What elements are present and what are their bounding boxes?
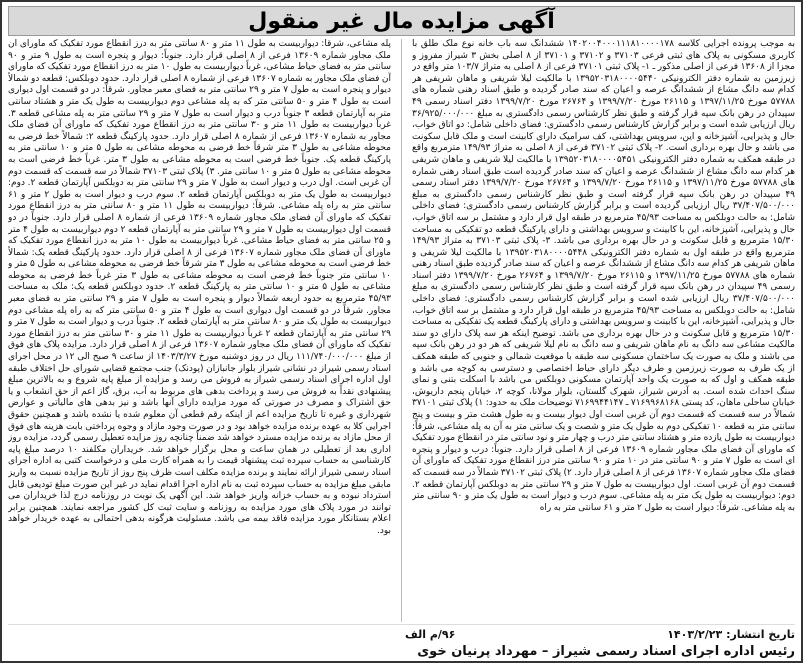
publish-date: تاریخ انتشار: ۱۴۰۳/۲/۲۳ xyxy=(667,628,795,641)
signature-line: رئیس اداره اجرای اسناد رسمی شیراز – مهرداد پرنیان خوی xyxy=(417,644,795,659)
text-columns xyxy=(8,39,795,622)
column-left xyxy=(8,39,391,622)
notice-title: آگهی مزایده مال غیر منقول xyxy=(248,8,555,34)
title-bar xyxy=(8,6,795,36)
column-right-text: به موجب پرونده اجرایی کلاسه ۱۴۰۲۰۰۴۰۰۰۱۱۱۸۱۰۰۰۰۱۷۸ ششدانگ سه باب خانه نوع ملک طلق با کاربری مسکونی به پلاک های ثبتی فرعی ۳۷۱۰۳ و ۳۷۱۰۲ و ۳۷۱۰۱ از ۸ اصلی بخش ۳ شیراز مفروز و مجزا از ۱۳۶۰۸ فرعی از اصلی مذکور ـ ۱- پلاک ثبتی ۳۷۱۰۱ فرعی از ۸ اصلی به متراژ ۱۰۳/۷ متر واقع در زیرزمین به شماره دفتر الکترونیکی ۱۳۹۵۲۰۳۱۸۰۰۰۰۵۴۴۰ با مالکیت لیلا شریفی و ماهان شریفی هر کدام سه دانگ مشاع از ششدانگ عرصه و اعیان که سند صادر گردیده و طبق اسناد رهنی شماره های ۵۷۷۸۸ مورخ ۱۳۹۷/۱۱/۲۵ و ۲۶۱۱۵ مورخ ۱۳۹۹/۷/۲۰ و ۲۶۷۶۴ مورخ ۱۳۹۹/۷/۲۰ دفتر اسناد رسمی ۴۹ سپیدان در رهن بانک سپه قرار گرفته و طبق نظر کارشناس رسمی دادگستری به مبلغ ۳۶/۹۲۵/۰۰۰/۰۰۰ ریال ارزیابی شده است و برابر گزارش کارشناس رسمی دادگستری: فضای داخلی شامل: دو اتاق خواب، حال و پذیرایی، آشپزخانه و این، سرویس بهداشتی، کف سرامیک دارای کابینت است و ملک قابل سکونت می باشد و حال بهره برداری است. ۲- پلاک ثبتی ۳۷۱۰۲ فرعی از ۸ اصلی به متراژ ۱۴۹/۹۳ مترمربع واقع در طبقه همکف به شماره دفتر الکترونیکی ۱۳۹۵۲۰۳۱۸۰۰۰۰۵۴۵۱ با مالکیت لیلا شریفی و ماهان شریفی هر کدام سه دانگ مشاع از ششدانگ عرصه و اعیان که سند صادر گردیده است طبق اسناد رهنی شماره های ۵۷۷۸۸ مورخ ۱۳۹۷/۱۱/۲۵ و ۲۶۱۱۵ مورخ ۱۳۹۹/۷/۲۰ و ۲۶۷۶۴ مورخ ۱۳۹۹/۷/۲۰ دفتر اسناد رسمی ۴۹ سپیدان در رهن بانک سپه قرار گرفته است و طبق نظر کارشناس رسمی دادگستری به مبلغ ۳۷/۴۰۷/۵۰۰/۰۰۰ ریال ارزیابی گردیده است و برابر گزارش کارشناس رسمی دادگستری: فضای داخلی شامل: به حالت دوبلکس به مساحت ۴۵/۹۳ مترمربع در طبقه اول قرار دارد و مشتمل بر سه اتاق خواب، حال و پذیرایی، آشپزخانه، این با کابینت و سرویس بهداشتی و دارای پارکینگ قطعه دو تفکیکی به مساحت ۱۵/۳۰ مترمربع و قابل سکونت و در حال بهره برداری می باشد. ۳- پلاک ثبتی ۳۷۱۰۳ به متراژ ۱۴۹/۹۳ مترمربع واقع در طبقه اول به شماره دفتر الکترونیکی ۱۳۹۵۲۰۳۱۸۰۰۰۰۵۴۴۸ با مالکیت لیلا شریفی و ماهان شریفی هر کدام سه دانگ مشاع از ششدانگ عرصه و اعیان که سند صادر گردیده طبق اسناد رهنی شماره های ۵۷۷۸۸ مورخ ۱۳۹۷/۱۱/۲۵ و ۲۶۱۱۵ مورخ ۱۳۹۹/۷/۲۰ و ۲۶۷۶۴ مورخ ۱۳۹۹/۷/۲۰ دفتر اسناد رسمی ۴۹ سپیدان در رهن بانک سپه قرار گرفته است و طبق نظر کارشناس رسمی دادگستری به مبلغ ۳۷/۴۰۷/۵۰۰/۰۰۰ ریال ارزیابی شده است و برابر گزارش کارشناس رسمی دادگستری: فضای داخلی شامل: به حالت دوبلکس به مساحت ۴۵/۹۳ مترمربع در طبقه اول قرار دارد و مشتمل بر سه اتاق خواب، حال و پذیرایی، آشپزخانه، این با کابینت و سرویس بهداشتی و دارای پارکینگ قطعه یک تفکیکی به مساحت ۱۵/۳۰ مترمربع و قابل سکونت و در حال بهره برداری می باشد. توضیح اینکه هر سه پلاک دارای دو سند مالکیت مشاعی سه دانگ به نام ماهان شریفی و سه دانگ به نام لیلا شریفی که هر دو در رهن بانک سپه می باشند و ملک به صورت یک ساختمان مسکونی سه طبقه با موقعیت شمالی و جنوبی که طبقه همکف از یک طرف به صورت زیرزمین و طرف دیگر دارای حیاط اختصاصی و دسترسی به کوچه می باشد و طبقه همکف و اول که به صورت یک واحد آپارتمان مسکونی دوبلکس می باشد با اسکلت بتنی و نمای سنگ احداث شده است. به آدرس شیراز، شهرک گلستان، بلوار مولانا، کوچه ۲، خیابان پنجم داریوش، خیابان ساحلی ماهان، کد پستی ۷۱۶۹۹۶۸۱۶۸ ـ ۷۱۶۹۹۴۴۱۴۷ توضیحات ملک به حدود: ۱) پلاک ثبتی ۳۷۱۰۱ شمالاً در سه قسمت که قسمت دوم آن غربی است اول دیوار بیست و به طول هشت متر و بیست و پنج سانتی متر به قطعه ۱۰ تفکیکی دوم به طول یک متر و شصت و یک سانتی متر به آن به پله مشاعی، شرقاً: دیواربیست به طول یازده متر و هشتاد سانتی متر درب و چهار متر و نود سانتی متر در انقطاع مورد تفکیک که ماورای آن فضای ملک مجاور شماره ۱۳۶۰۹ فرعی از ۸ اصلی قرار دارد. جنوباً: درب و دیوار و پنجره ای است به طول ۷ متر و ۹۰ سانتی متر در ۱۰ متر و ۹۰ سانتی متر درز انقطاع مورد تفکیک که ماورای آن فضای ملک مجاور شماره ۱۳۶۰۷ فرعی از ۸ اصلی قرار دارد. ۲) پلاک ثبتی ۳۷۱۰۲ شمالاً در سه قسمت که قسمت دوم آن غربی است. اول دیواربیست به طول ۷ متر و ۲۹ سانتی متر به دوبلکس آپارتمان قطعه ۲. دوم: دیواربیست به طول یک متر به پله مشاعی. سوم درب و دیوار است به طول یک متر و ۹۰ سانتی متر به پله مشاعی. شرقاً: دیوار است به طول ۲ متر و ۶۱ سانتی متر به راه xyxy=(412,39,795,513)
notice-code: ۹۶/م الف xyxy=(405,628,456,641)
notice-footer xyxy=(8,624,795,662)
column-left-text: پله مشاعی، شرقاً: دیواربیست به طول ۱۱ متر و ۸۰ سانتی متر به درز انقطاع مورد تفکیک که ماورای آن ملک مجاور شماره ۱۳۶۰۹ فرعی از ۸ اصلی قرار دارد. جنوباً: دیوار و پنجره است به طول ۹ متر و ۹۰ سانتی متر به فضای حیاط مشاعی، غرباً دیواربیست به طول ۱۰ متر به درز انقطاع مورد تفکیک که ماورای آن فضای ملک مجاور به شماره ۱۳۶۰۷ فرعی از شماره ۸ اصلی قرار دارد. حدود دوبلکس: قطعه دو شمالاً دیوار و پنجره است به طول ۷ متر و ۲۹ سانتی متر به فضای معبر مجاور. شرقاً: در دو قسمت اول دیواری است به طول ۴ متر و ۵۰ سانتی متر که به پله مشاعی دوم دیواربیست به طول یک متر و هشتاد سانتی متر به آپارتمان قطعه ۳ جنوباً درب و دیوار است به طول ۷ متر و ۲۹ سانتی متر به پله مشاعی قطعه ۳. غرباً دیواربیست به طول ۱۱ متر و ۳۰ سانتی متر به درز انقطاع مورد تفکیک که ماورای آن فضای ملک مجاور به شماره ۱۳۶۰۷ فرعی از شماره ۸ اصلی قرار دارد. حدود پارکینگ قطعه ۲: شمالاً خط فرضی به محوطه مشاعی به طول ۳ متر شرقاً خط فرضی به محوطه مشاعی به طول ۵ متر و ۱۰ سانتی متر به پارکینگ قطعه یک. جنوباً خط فرضی است به محوطه مشاعی به طول ۳ متر. غرباً خط فرضی است به محوطه مشاعی به طول ۵ متر و ۱۰ سانتی متر. ۳) پلاک ثبتی ۳۷۱۰۳ شمالاً در سه قسمت که قسمت دوم آن غربی است. اول درب و دیوار است به طول ۷ متر و ۲۹ سانتی متر به دوبلکس آپارتمان قطعه ۲. دوم: دیواربیست به طول یک متر به دوبلکس آپارتمان قطعه ۲. سوم درب و دیوار است به طول ۲ متر و ۶۱ سانتی متر به راه پله مشاعی. شرقاً: دیواربیست به طول ۱۱ متر و ۸۰ سانتی متر به درز انقطاع مورد تفکیک که ماورای آن فضای ملک مجاور شماره ۱۳۶۰۹ فرعی از شماره ۸ اصلی قرار دارد. جنوباً در دو قسمت اول دیواربیست به طول ۷ متر و ۲۹ سانتی متر به آپارتمان قطعه ۲ دوم دیواربیست به طول ۴ متر و ۲۵ سانتی متر به فضای حیاط مشاعی. غرباً دیواربیست به طول ۱۰ متر به درز انقطاع مورد تفکیک که ماورای آن فضای ملک مجاور شماره ۱۳۶۰۷ فرعی از ۸ اصلی قرار دارد. حدود پارکینگ قطعه یک: شمالاً خط فرضی است به محوطه مشاعی به طول ۳ متر شرقاً خط فرضی به محوطه مشاعی به طول ۵ متر و ۱۰ سانتی متر جنوباً خط فرضی است به محوطه مشاعی به طول ۳ متر غرباً خط فرضی به محوطه مشاعی به طول ۵ متر و ۱۰ سانتی متر به پارکینگ قطعه ۲. حدود دوبلکس قطعه یک: ملک به مساحت ۴۵/۹۳ مترمربع به حدود اربعه شمالاً دیوار و پنجره است به طول ۷ متر و ۲۹ سانتی متر به فضای معبر مجاور. شرقاً در دو قسمت اول دیواری است به طول ۴ متر و ۵۰ سانتی متر که به راه پله مشاعی دوم دیواربیست به طول یک متر و ۸۰ سانتی متر به آپارتمان قطعه ۲. جنوباً درب و دیوار است به طول ۷ متر و ۲۹ سانتی متر به آپارتمان قطعه ۲ غرباً دیواربیست به طول ۱۱ متر و ۳۰ سانتی متر به درز انقطاع مورد تفکیک که ماورای آن فضای ملک مجاور شماره ۱۳۶۰۷ فرعی از ۸ اصلی قرار دارد. مزایده پلاک های فوق از مبلغ ۱۱۱/۷۴۰/۰۰۰/۰۰۰ ریال در روز دوشنبه مورخ ۱۴۰۳/۳/۲۷ از ساعت ۹ صبح الی ۱۲ در محل اجرای اسناد رسمی شیراز در نشانی شیراز بلوار جانبازان (پودنک) جنب مجتمع قضایی شورای حل اختلاف طبقه اول اداره اجرای اسناد رسمی شیراز به فروش می رسد و مزایده از مبلغ پایه شروع و به بالاترین مبلغ پیشنهادی نقداً به فروش می رسد و پرداخت بدهی های مربوط به آب، برق، گاز اعم از حق انشعاب و یا حق اشتراک و مصرف در صورتی که مورد مزایده دارای آنها باشد و نیز بدهی های مالیاتی و عوارض شهرداری و غیره تا تاریخ مزایده اعم از اینکه رقم قطعی آن معلوم شده یا نشده باشد و همچنین حقوق اجرایی کلا به عهده برنده مزایده خواهد بود و در صورت وجود مازاد و وجوه پرداختی بابت هزینه های فوق از محل مازاد به برنده مزایده مسترد خواهد شد ضمناً چنانچه روز مزایده تعطیل رسمی گردد، مزایده روز اداری بعد از تعطیلی در همان ساعت و محل برگزار خواهد شد. خریداران مکلفند ۱۰ درصد مبلغ پایه کارشناسی به حساب سپرده ثبت پیشنهاد قیمت را به همراه کارت ملی و درخواست کتبی به اداره اجرای اسناد رسمی شیراز ارائه نمایند و برنده مزایده مکلف است ظرف پنج روز از تاریخ مزایده نسبت به واریز مابقی مبلغ مزایده به حساب سپرده ثبت به نام اداره اجرا اقدام نماید در غیر این صورت مبلغ تودیعی قابل استرداد نبوده و به حساب خزانه واریز خواهد شد. این آگهی یک نوبت در روزنامه درج لذا خریداران می توانند در مورد پلاک های مورد مزایده به روزنامه و سایت ثبت کل کشور مراجعه نمایند. همچنین برابر اعلام بستانکار مورد مزایده فاقد بیمه می باشد. مسئولیت هرگونه بدهی احتمالی به عهده خریدار خواهد بود. xyxy=(8,39,391,536)
footer-meta-row xyxy=(405,628,795,641)
column-divider xyxy=(401,39,402,622)
column-right xyxy=(412,39,795,622)
